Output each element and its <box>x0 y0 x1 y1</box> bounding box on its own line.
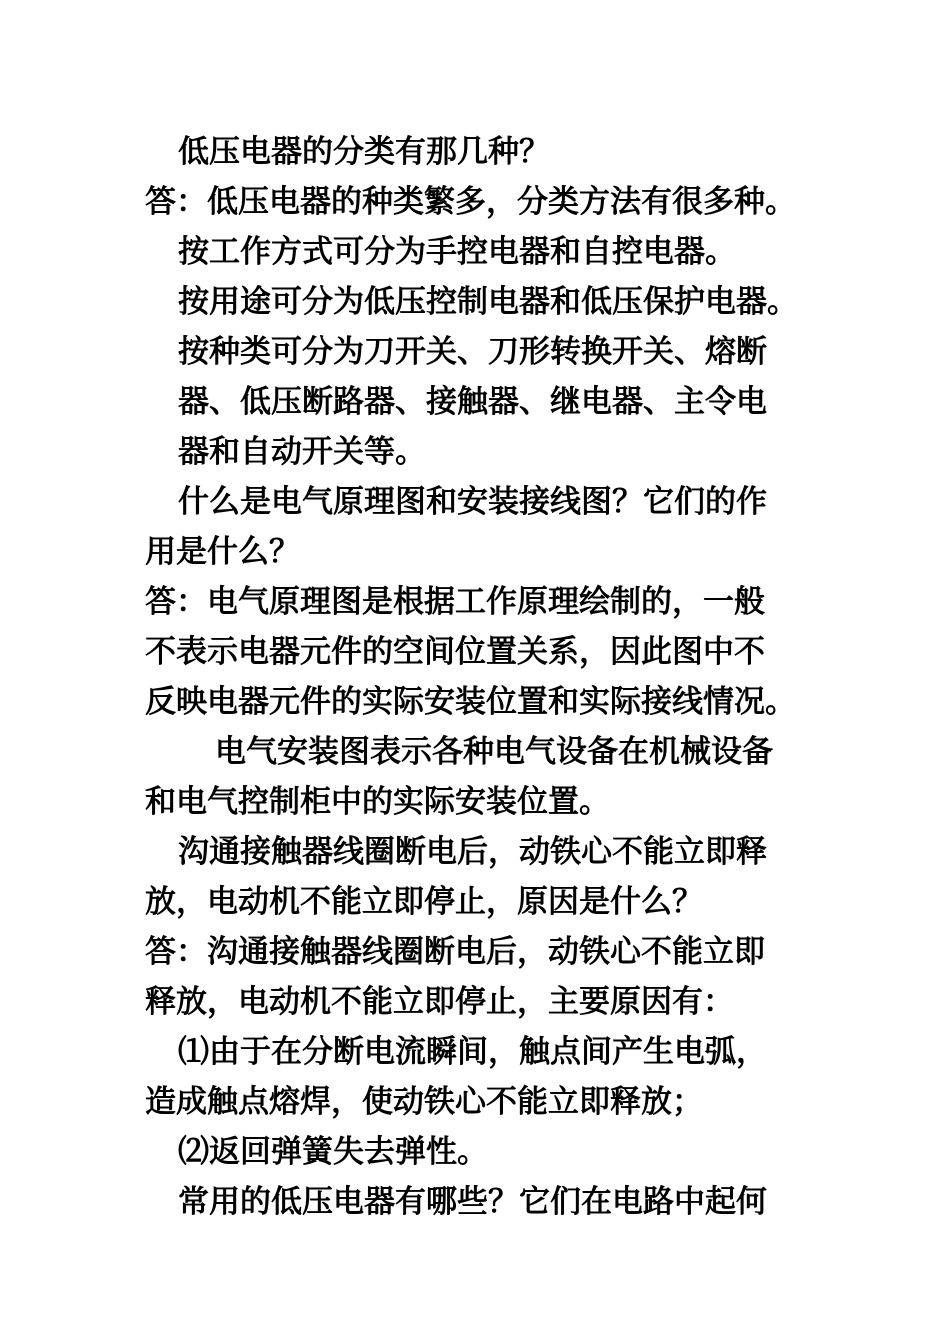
answer-2-line-3: 反映电器元件的实际安装位置和实际接线情况。 <box>145 684 796 720</box>
question-1-heading: 低压电器的分类有那几种？ <box>178 134 550 170</box>
answer-2-line-5: 和电气控制柜中的实际安装位置。 <box>145 784 610 820</box>
answer-3-line-1: 答：沟通接触器线圈断电后，动铁心不能立即 <box>145 934 765 970</box>
answer-3-item-2: ⑵返回弹簧失去弹性。 <box>178 1134 488 1170</box>
question-2-heading-line-2: 用是什么？ <box>145 534 300 570</box>
question-2-heading-line-1: 什么是电气原理图和安装接线图？它们的作 <box>178 484 767 520</box>
answer-3-item-1-line-1: ⑴由于在分断电流瞬间，触点间产生电弧， <box>178 1034 767 1070</box>
answer-1-line-5: 器、低压断路器、接触器、继电器、主令电 <box>178 384 767 420</box>
answer-2-line-4: 电气安装图表示各种电气设备在机械设备 <box>215 734 773 770</box>
answer-1-line-6: 器和自动开关等。 <box>178 434 426 470</box>
answer-1-line-1: 答：低压电器的种类繁多，分类方法有很多种。 <box>145 184 796 220</box>
answer-1-line-4: 按种类可分为刀开关、刀形转换开关、熔断 <box>178 334 767 370</box>
question-4-heading-line-1: 常用的低压电器有哪些？它们在电路中起何 <box>178 1184 767 1220</box>
answer-2-line-2: 不表示电器元件的空间位置关系，因此图中不 <box>145 634 765 670</box>
answer-3-item-1-line-2: 造成触点熔焊，使动铁心不能立即释放； <box>145 1084 703 1120</box>
question-3-heading-line-1: 沟通接触器线圈断电后，动铁心不能立即释 <box>178 834 767 870</box>
answer-1-line-2: 按工作方式可分为手控电器和自控电器。 <box>178 234 736 270</box>
answer-1-line-3: 按用途可分为低压控制电器和低压保护电器。 <box>178 284 798 320</box>
question-3-heading-line-2: 放，电动机不能立即停止，原因是什么？ <box>145 884 703 920</box>
answer-3-line-2: 释放，电动机不能立即停止，主要原因有： <box>145 984 734 1020</box>
answer-2-line-1: 答：电气原理图是根据工作原理绘制的，一般 <box>145 584 765 620</box>
